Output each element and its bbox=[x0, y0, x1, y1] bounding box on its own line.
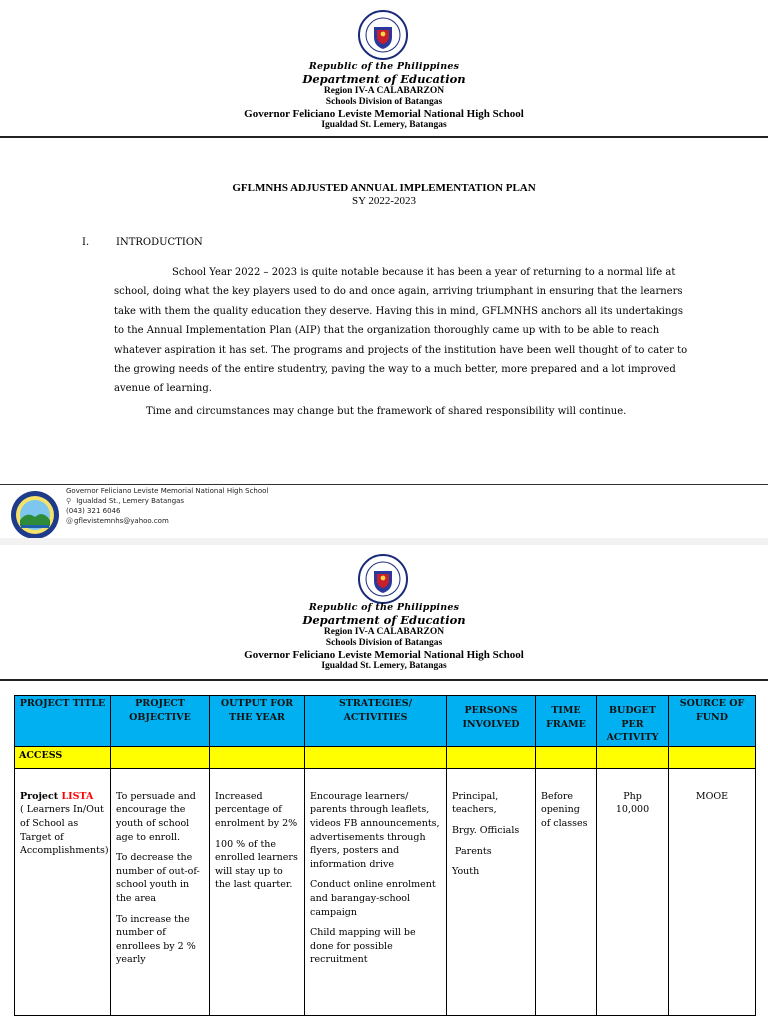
deped-seal-icon bbox=[358, 10, 408, 60]
footer-email: gflevistemnhs@yahoo.com bbox=[74, 517, 169, 525]
section-cell bbox=[536, 746, 597, 768]
school-line: Governor Feliciano Leviste Memorial National High School bbox=[244, 108, 524, 120]
deped-line: Department of Education bbox=[302, 72, 466, 86]
location-pin-icon: ⚲ bbox=[66, 497, 72, 505]
republic-line: Republic of the Philippines bbox=[308, 61, 460, 72]
letterhead-divider bbox=[0, 136, 768, 138]
section-heading bbox=[82, 237, 203, 248]
plan-title: GFLMNHS ADJUSTED ANNUAL IMPLEMENTATION PLAN bbox=[232, 182, 536, 194]
strategy-item: Child mapping will be done for possible recruitment bbox=[310, 927, 416, 966]
output-cell bbox=[210, 768, 305, 1015]
address-line: Igualdad St. Lemery, Batangas bbox=[321, 661, 447, 671]
table-row bbox=[15, 768, 756, 1015]
project-name: LISTA bbox=[61, 790, 94, 802]
section-cell bbox=[669, 746, 756, 768]
strategy-item: Encourage learners/ parents through leaflets, videos FB announcements, advertisements through flyers, posters and information drive bbox=[310, 790, 440, 870]
section-cell bbox=[597, 746, 669, 768]
person-item: Brgy. Officials bbox=[452, 824, 520, 836]
section-label: ACCESS bbox=[15, 746, 111, 768]
footer-address-row bbox=[66, 496, 268, 506]
section-cell bbox=[305, 746, 447, 768]
header-persons: PERSONS INVOLVED bbox=[447, 696, 536, 747]
footer-divider bbox=[0, 484, 768, 485]
implementation-plan-table bbox=[14, 695, 756, 1016]
time-frame-cell: Before opening of classes bbox=[536, 768, 597, 1015]
objective-item: To persuade and encourage the youth of school age to enroll. bbox=[116, 790, 196, 843]
output-item: 100 % of the enrolled learners will stay up to the last quarter. bbox=[215, 838, 298, 891]
project-description: ( Learners In/Out of School as Target of Accomplishments) bbox=[20, 804, 109, 857]
objective-item: To increase the number of enrollees by 2 % yearly bbox=[116, 913, 196, 966]
school-logo-icon bbox=[10, 490, 60, 540]
footer-phone: (043) 321 6046 bbox=[66, 507, 121, 515]
region-line: Region IV-A CALABARZON bbox=[323, 86, 445, 96]
fund-cell: MOOE bbox=[669, 768, 756, 1015]
region-line: Region IV-A CALABARZON bbox=[323, 627, 445, 637]
section-cell bbox=[447, 746, 536, 768]
section-row-access bbox=[15, 746, 756, 768]
header-source-of-fund: SOURCE OF FUND bbox=[669, 696, 756, 747]
introduction-body bbox=[114, 263, 690, 399]
deped-seal-icon bbox=[358, 554, 408, 604]
footer-address: Igualdad St., Lemery Batangas bbox=[76, 497, 185, 505]
division-line: Schools Division of Batangas bbox=[325, 638, 443, 648]
output-item: Increased percentage of enrolment by 2% bbox=[215, 790, 298, 829]
person-item: Youth bbox=[452, 866, 480, 878]
objective-item: To decrease the number of out-of-school youth in the area bbox=[116, 852, 200, 904]
footer-contact bbox=[66, 486, 268, 526]
footer-email-row bbox=[66, 516, 268, 526]
project-prefix: Project bbox=[20, 790, 62, 802]
objective-cell bbox=[111, 768, 210, 1015]
section-numeral: I. bbox=[82, 237, 90, 248]
deped-line: Department of Education bbox=[302, 613, 466, 627]
document-page-2 bbox=[0, 545, 768, 1024]
header-project-objective: PROJECT OBJECTIVE bbox=[111, 696, 210, 747]
strategy-item: Conduct online enrolment and barangay-school campaign bbox=[310, 879, 436, 918]
letterhead bbox=[0, 602, 768, 672]
school-line: Governor Feliciano Leviste Memorial National High School bbox=[244, 649, 524, 661]
address-line: Igualdad St. Lemery, Batangas bbox=[321, 120, 447, 130]
school-year: SY 2022-2023 bbox=[351, 195, 417, 207]
republic-line: Republic of the Philippines bbox=[308, 602, 460, 613]
header-time-frame: TIME FRAME bbox=[536, 696, 597, 747]
header-strategies: STRATEGIES/ ACTIVITIES bbox=[305, 696, 447, 747]
budget-cell: Php 10,000 bbox=[597, 768, 669, 1015]
header-project-title: PROJECT TITLE bbox=[15, 696, 111, 747]
person-item: Parents bbox=[452, 845, 492, 857]
table-header-row bbox=[15, 696, 756, 747]
email-icon: @ bbox=[66, 517, 73, 525]
section-cell bbox=[111, 746, 210, 768]
letterhead-divider bbox=[0, 679, 768, 681]
project-title-cell bbox=[15, 768, 111, 1015]
strategies-cell bbox=[305, 768, 447, 1015]
letterhead bbox=[0, 61, 768, 131]
division-line: Schools Division of Batangas bbox=[325, 97, 443, 107]
person-item: Principal, teachers, bbox=[452, 790, 499, 816]
introduction-paragraph: School Year 2022 – 2023 is quite notable because it has been a year of returning to a normal life at school, doing what the key players used to do and once again, arriving triumphant in ensuring that the learners take with them the quality education they deserve. Having this in mind, GFLMNHS anchors all its undertakings to the Annual Implementation Plan (AIP) that the organization thoroughly came up with to be able to reach whatever aspiration it has set. The programs and projects of the institution have been well thought of to cater to the growing needs of the entire studentry, paving the way to a much better, more prepared and a lot improved avenue of learning. bbox=[114, 267, 688, 395]
section-title: INTRODUCTION bbox=[116, 237, 203, 248]
footer-school: Governor Feliciano Leviste Memorial National High School bbox=[66, 487, 269, 495]
section-cell bbox=[210, 746, 305, 768]
persons-cell bbox=[447, 768, 536, 1015]
header-output: OUTPUT FOR THE YEAR bbox=[210, 696, 305, 747]
closing-sentence: Time and circumstances may change but the framework of shared responsibility will continue. bbox=[146, 406, 627, 417]
header-budget: BUDGET PER ACTIVITY bbox=[597, 696, 669, 747]
